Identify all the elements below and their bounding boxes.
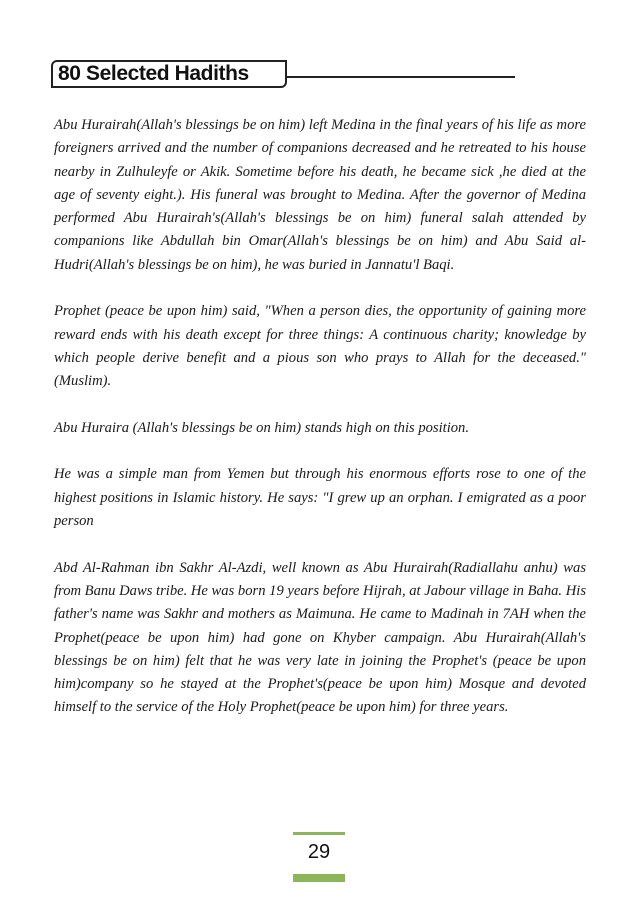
paragraph-hadith-quote: Prophet (peace be upon him) said, "When a person dies, the opportunity of gaining more reward ends with his death except for three things: A continuous charity; knowledge by which people derive benefit and a pious son who prays to Allah for the deceased."(Muslim). bbox=[54, 303, 586, 390]
main-text bbox=[54, 114, 586, 743]
footer-bottom-bar bbox=[293, 874, 345, 882]
paragraph-position: Abu Huraira (Allah's blessings be on him) stands high on this position. bbox=[54, 419, 470, 436]
book-title: 80 Selected Hadiths bbox=[51, 60, 287, 88]
paragraph-funeral: Abu Hurairah(Allah's blessings be on him) left Medina in the final years of his life as more foreigners arrived and the number of companions decreased and he retreated to his house nearby in Zulhuleyfe or Akik. Sometime before his death, he became sick ,he died at the age of seventy eight.). His funeral was brought to Medina. After the governor of Medina performed Abu Hurairah's(Allah's blessings be on him) funeral salah attended by companions like Abdullah bin Omar(Allah's blessings be on him) and Abu Said al-Hudri(Allah's blessings be on him), he was buried in Jannatu'l Baqi. bbox=[54, 117, 586, 273]
paragraph-origin: He was a simple man from Yemen but through his enormous efforts rose to one of the highest positions in Islamic history. He says: "I grew up an orphan. I emigrated as a poor person bbox=[54, 466, 586, 530]
page-number: 29 bbox=[307, 841, 331, 863]
header-rule bbox=[287, 76, 515, 78]
footer-top-bar bbox=[293, 832, 345, 835]
paragraph-biography: Abd Al-Rahman ibn Sakhr Al-Azdi, well known as Abu Hurairah(Radiallahu anhu) was from Banu Daws tribe. He was born 19 years before Hijrah, at Jabour village in Baha. His father's name was Sakhr and mothers as Maimuna. He came to Madinah in 7AH when the Prophet(peace be upon him) had gone on Khyber campaign. Abu Hurairah(Allah's blessings be on him) felt that he was very late in joining the Prophet's (peace be upon him)company so he stayed at the Prophet's(peace be upon him) Mosque and devoted himself to the service of the Holy Prophet(peace be upon him) for three years. bbox=[54, 559, 586, 716]
